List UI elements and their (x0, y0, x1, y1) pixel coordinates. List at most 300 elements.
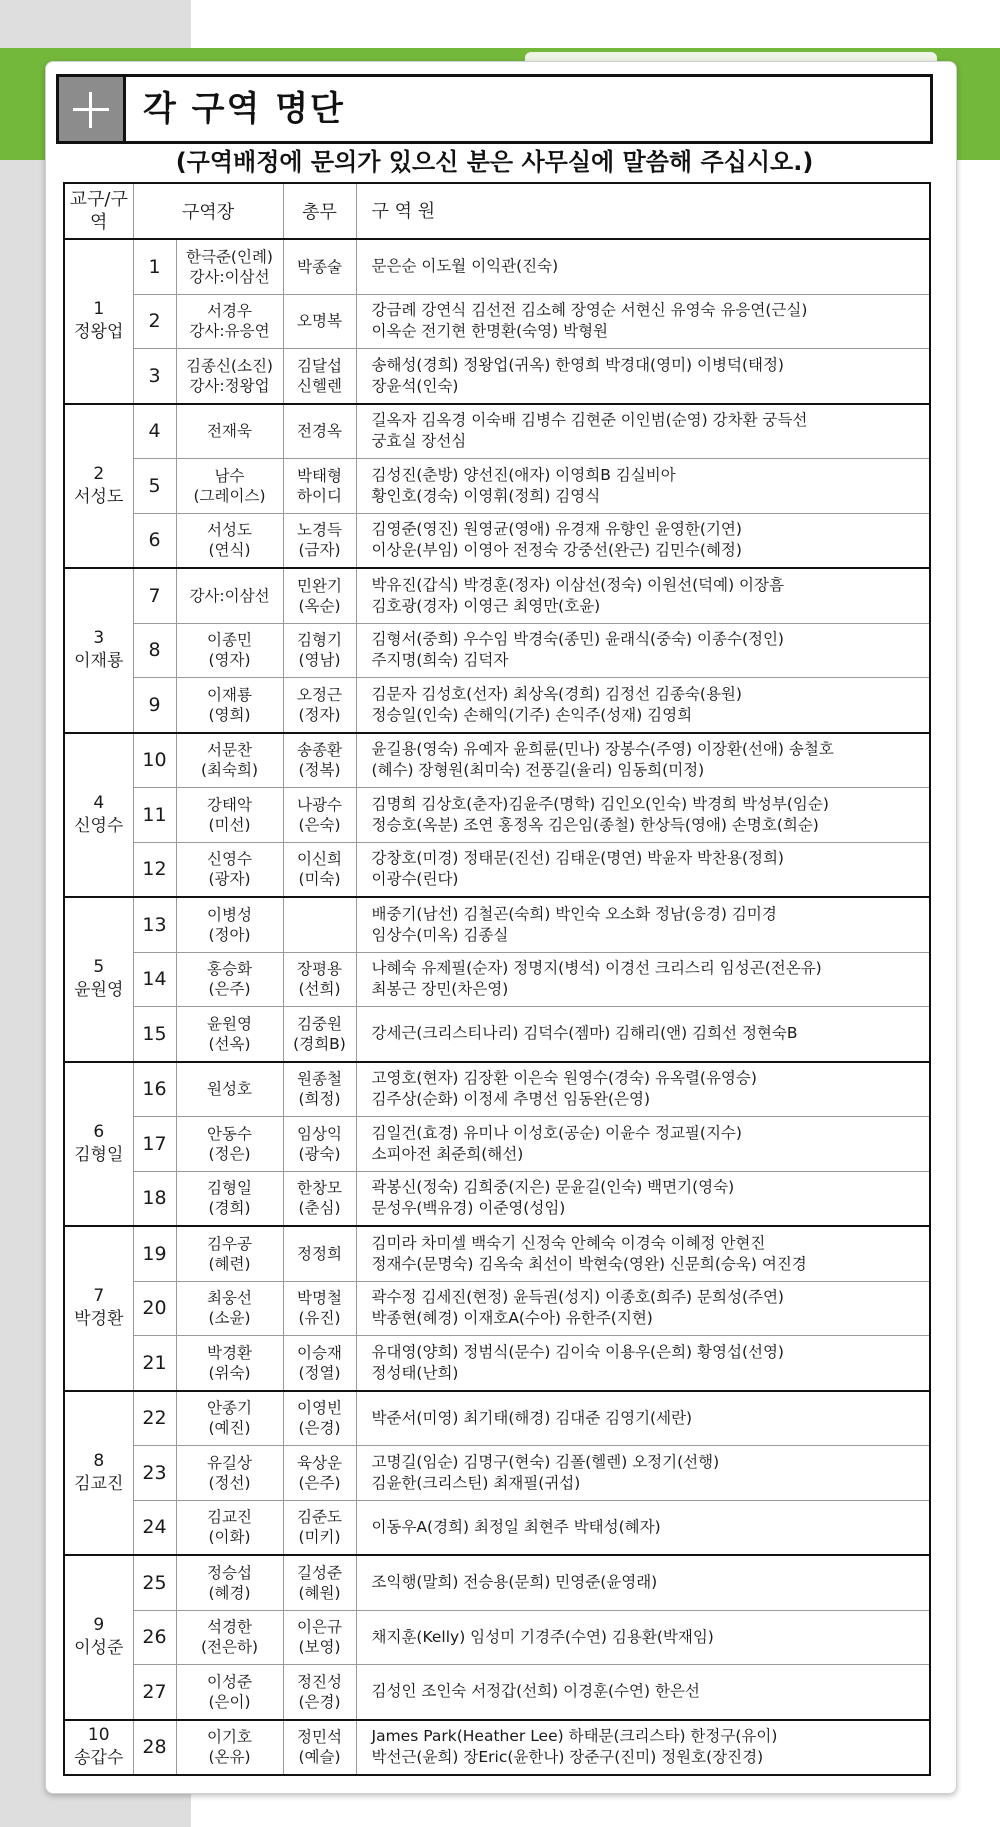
zone-number: 5 (133, 459, 176, 514)
group-pastor-name: 이재룡 (74, 651, 124, 672)
zone-leader-line: 석경한 (207, 1618, 252, 1637)
zone-secretary-line: 오정근 (297, 685, 342, 704)
table-row (64, 1720, 930, 1776)
table-row (64, 459, 930, 514)
zone-leader-line: 이재룡 (207, 685, 252, 704)
zone-secretary-line: (은경) (298, 1419, 341, 1438)
zone-members (356, 294, 930, 349)
zone-secretary (283, 349, 356, 404)
zone-members-line: 박준서(미영) 최기태(해경) 김대준 김영기(세란) (371, 1408, 693, 1427)
table-row (64, 568, 930, 623)
zone-members (356, 733, 930, 788)
zone-leader-line: 원성호 (207, 1080, 252, 1099)
zone-members (356, 1500, 930, 1555)
group-cell (64, 1062, 133, 1227)
zone-number: 10 (133, 733, 176, 788)
zone-secretary (283, 1446, 356, 1501)
zone-leader-line: 박경환 (207, 1343, 252, 1362)
column-header-members: 구 역 원 (356, 183, 930, 239)
zone-members (356, 1226, 930, 1281)
table-row (64, 1281, 930, 1336)
zone-members (356, 1336, 930, 1391)
zone-members (356, 897, 930, 952)
zone-secretary (283, 404, 356, 459)
zone-leader (176, 349, 283, 404)
table-row (64, 1391, 930, 1446)
zone-number: 14 (133, 952, 176, 1007)
table-row (64, 1665, 930, 1720)
zone-secretary (283, 842, 356, 897)
zone-leader-line: 강태악 (207, 795, 252, 814)
zone-leader (176, 294, 283, 349)
zone-members-line: 박선근(윤희) 장Eric(윤한나) 장준구(진미) 정원호(장진경) (371, 1748, 764, 1767)
table-row (64, 239, 930, 294)
table-row (64, 1336, 930, 1391)
zone-secretary-line: 오명복 (297, 312, 342, 331)
zone-leader-line: 강사:유응연 (189, 322, 270, 341)
zone-secretary-line: 민완기 (297, 576, 342, 595)
zone-members (356, 842, 930, 897)
zone-leader (176, 952, 283, 1007)
zone-members-line: 강세근(크리스티나리) 김덕수(젬마) 김해리(앤) 김희선 정현숙B (371, 1024, 798, 1043)
zone-members (356, 1007, 930, 1062)
zone-leader (176, 897, 283, 952)
zone-number: 28 (133, 1720, 176, 1776)
zone-members-line: 임상수(미옥) 김종실 (371, 925, 509, 944)
zone-leader (176, 1336, 283, 1391)
zone-secretary-line: 한창모 (297, 1179, 342, 1198)
zone-number: 8 (133, 623, 176, 678)
zone-members-line: 김주상(순화) 이정세 추명선 임동완(은영) (371, 1090, 651, 1109)
zone-members (356, 678, 930, 733)
group-cell (64, 1720, 133, 1776)
zone-members-line: 정재수(문명숙) 김옥숙 최선이 박현숙(영완) 신문희(승욱) 여진경 (371, 1254, 807, 1273)
zone-secretary-line: 정진성 (297, 1672, 342, 1691)
zone-secretary (283, 294, 356, 349)
group-pastor-name: 서성도 (74, 486, 124, 507)
zone-members (356, 1171, 930, 1226)
zone-secretary-line: (옥순) (298, 596, 341, 615)
zone-leader-line: 이종민 (207, 631, 252, 650)
zone-secretary-line: 노경득 (297, 521, 342, 540)
zone-secretary (283, 1117, 356, 1172)
zone-secretary-line: 정정희 (297, 1244, 342, 1263)
group-number: 10 (87, 1725, 110, 1746)
zone-members-line: 김윤한(크리스틴) 최재필(귀섭) (371, 1473, 581, 1492)
zone-members-line: 최봉근 장민(차은영) (371, 980, 509, 999)
zone-secretary-line: (혜원) (298, 1583, 341, 1602)
zone-leader-line: 이병성 (207, 905, 252, 924)
group-number: 5 (93, 957, 105, 978)
zone-members (356, 1117, 930, 1172)
table-row (64, 842, 930, 897)
zone-members (356, 459, 930, 514)
zone-leader-line: 김교진 (207, 1508, 252, 1527)
zone-leader-line: (영희) (208, 705, 251, 724)
zone-secretary-line: 나광수 (297, 795, 342, 814)
zone-members (356, 1720, 930, 1776)
table-row (64, 1500, 930, 1555)
zone-secretary-line: (선희) (298, 980, 341, 999)
zone-secretary-line: 김준도 (297, 1508, 342, 1527)
zone-members-line: 김영준(영진) 원영균(영애) 유경재 유향인 윤영한(기연) (371, 520, 742, 539)
zone-members-line: 정성태(난희) (371, 1363, 459, 1382)
zone-leader-line: (선옥) (208, 1034, 251, 1053)
table-row (64, 623, 930, 678)
zone-leader (176, 513, 283, 568)
zone-secretary-line: (은경) (298, 1692, 341, 1711)
group-cell (64, 1555, 133, 1720)
zone-secretary-line: (춘심) (298, 1199, 341, 1218)
zone-secretary-line: 신헬렌 (297, 376, 342, 395)
zone-members (356, 1665, 930, 1720)
zone-leader-line: (연식) (208, 541, 251, 560)
zone-members (356, 1446, 930, 1501)
zone-leader-line: 서문찬 (207, 741, 252, 760)
zone-leader (176, 1226, 283, 1281)
zone-leader-line: 안동수 (207, 1124, 252, 1143)
zone-leader-line: (미선) (208, 815, 251, 834)
group-number: 4 (93, 792, 105, 813)
zone-leader (176, 1555, 283, 1610)
zone-secretary-line: (정복) (298, 761, 341, 780)
zone-number: 21 (133, 1336, 176, 1391)
zone-leader (176, 1281, 283, 1336)
zone-members-line: 주지명(희숙) 김덕자 (371, 651, 509, 670)
zone-members-line: 궁효실 장선심 (371, 432, 467, 451)
zone-leader (176, 239, 283, 294)
group-pastor-name: 박경환 (74, 1309, 124, 1330)
column-header-group: 교구/구역 (64, 183, 133, 239)
header-divider (123, 77, 126, 141)
zone-secretary-line: 송종환 (297, 741, 342, 760)
table-row (64, 1446, 930, 1501)
table-row (64, 1117, 930, 1172)
zone-secretary-line: 정민석 (297, 1728, 342, 1747)
zone-leader-line: (온유) (208, 1748, 251, 1767)
zone-members-line: 정승호(옥분) 조연 홍정옥 김은임(종철) 한상득(영애) 손명호(희순) (371, 815, 819, 834)
zone-secretary-line: 김달섭 (297, 356, 342, 375)
zone-secretary (283, 513, 356, 568)
table-row (64, 1226, 930, 1281)
zone-leader (176, 1720, 283, 1776)
zone-leader-line: (혜련) (208, 1254, 251, 1273)
zone-secretary-line: 육상운 (297, 1453, 342, 1472)
zone-members-line: 조익행(말희) 전승용(문희) 민영준(윤영래) (371, 1573, 658, 1592)
group-cell (64, 897, 133, 1062)
zone-leader (176, 1391, 283, 1446)
zone-leader (176, 1610, 283, 1665)
zone-number: 26 (133, 1610, 176, 1665)
zone-secretary-line: (보영) (298, 1638, 341, 1657)
notice-text: (구역배정에 문의가 있으신 분은 사무실에 말씀해 주십시오.) (175, 148, 814, 176)
zone-secretary (283, 1391, 356, 1446)
zone-members-line: 김성인 조인숙 서정갑(선희) 이경훈(수연) 한은선 (371, 1682, 700, 1701)
zone-leader (176, 568, 283, 623)
zone-members-line: 윤길용(영숙) 유예자 윤희륜(민나) 장봉수(주영) 이장환(선애) 송철호 (371, 740, 834, 759)
zone-members-line: 김형서(중희) 우수임 박경숙(종민) 윤래식(중숙) 이종수(정인) (371, 630, 784, 649)
group-pastor-name: 김교진 (74, 1473, 124, 1494)
zone-number: 12 (133, 842, 176, 897)
zone-secretary (283, 1610, 356, 1665)
zone-secretary-line: 박태형 (297, 466, 342, 485)
zone-leader-line: (이화) (208, 1528, 251, 1547)
zone-members-line: 김성진(춘방) 양선진(애자) 이영희B 김실비아 (371, 465, 676, 484)
group-cell (64, 1391, 133, 1556)
zone-members (356, 788, 930, 843)
zone-secretary-line: 임상익 (297, 1124, 342, 1143)
zone-leader-line: (전은하) (201, 1638, 259, 1657)
zone-leader (176, 1007, 283, 1062)
zone-secretary (283, 1500, 356, 1555)
column-header-secretary: 총무 (283, 183, 356, 239)
zone-secretary-line: 박종술 (297, 257, 342, 276)
group-cell (64, 568, 133, 733)
zone-members-line: 고명길(임순) 김명구(현숙) 김폴(헬렌) 오정기(선행) (371, 1452, 720, 1471)
roster-body (64, 239, 930, 1775)
zone-members-line: 김명희 김상호(춘자)김윤주(명학) 김인오(인숙) 박경희 박성부(임순) (371, 794, 829, 813)
group-pastor-name: 김형일 (74, 1144, 124, 1165)
zone-secretary-line: 이신희 (297, 850, 342, 869)
zone-members-line: 강금례 강연식 김선전 김소혜 장영순 서현신 유영숙 유응연(근실) (371, 301, 808, 320)
group-pastor-name: 송갑수 (74, 1748, 124, 1769)
zone-secretary-line: 김중원 (297, 1014, 342, 1033)
zone-members-line: 김일건(효경) 유미나 이성호(공순) 이윤수 정교필(지수) (371, 1123, 742, 1142)
zone-leader-line: (예진) (208, 1419, 251, 1438)
zone-secretary (283, 1281, 356, 1336)
zone-secretary (283, 239, 356, 294)
zone-secretary (283, 623, 356, 678)
zone-leader-line: 최웅선 (207, 1289, 252, 1308)
zone-secretary-line: (경희B) (293, 1034, 346, 1053)
zone-secretary (283, 788, 356, 843)
table-row (64, 788, 930, 843)
zone-secretary (283, 733, 356, 788)
zone-leader (176, 1500, 283, 1555)
table-row (64, 513, 930, 568)
group-pastor-name: 이성준 (74, 1638, 124, 1659)
zone-members-line: 박종현(혜경) 이재호A(수아) 유한주(지현) (371, 1309, 653, 1328)
zone-members-line: 문은순 이도월 이익관(진숙) (371, 257, 559, 276)
group-number: 2 (93, 463, 105, 484)
zone-leader-line: 신영수 (207, 850, 252, 869)
zone-leader-line: 이기호 (207, 1728, 252, 1747)
zone-secretary-line: (유진) (298, 1309, 341, 1328)
roster-table (63, 182, 931, 1776)
table-row (64, 1555, 930, 1610)
zone-secretary (283, 1665, 356, 1720)
zone-number: 23 (133, 1446, 176, 1501)
zone-members-line: 강창호(미경) 정태문(진선) 김태운(명연) 박윤자 박찬용(정희) (371, 849, 784, 868)
zone-leader (176, 678, 283, 733)
zone-leader-line: (그레이스) (193, 486, 266, 505)
group-number: 7 (93, 1286, 105, 1307)
zone-leader-line: 김형일 (207, 1179, 252, 1198)
table-row (64, 294, 930, 349)
zone-number: 16 (133, 1062, 176, 1117)
zone-members-line: 소피아전 최준희(해선) (371, 1144, 524, 1163)
group-number: 3 (93, 628, 105, 649)
zone-leader-line: 윤원영 (207, 1014, 252, 1033)
zone-members-line: 고영호(현자) 김장환 이은숙 원영수(경숙) 유옥렬(유영승) (371, 1069, 757, 1088)
zone-leader (176, 404, 283, 459)
section-header (56, 74, 933, 144)
zone-leader-line: 유길상 (207, 1453, 252, 1472)
table-row (64, 678, 930, 733)
table-row (64, 897, 930, 952)
zone-number: 13 (133, 897, 176, 952)
zone-members-line: 이상운(부임) 이영아 전정숙 강중선(완근) 김민수(혜정) (371, 541, 742, 560)
zone-number: 15 (133, 1007, 176, 1062)
zone-members-line: 김호광(경자) 이영근 최영만(호윤) (371, 596, 601, 615)
zone-leader-line: (소윤) (208, 1309, 251, 1328)
zone-secretary-line: 하이디 (297, 486, 342, 505)
zone-leader-line: (광자) (208, 870, 251, 889)
zone-leader-line: 정승섭 (207, 1563, 252, 1582)
zone-members (356, 1555, 930, 1610)
zone-members (356, 952, 930, 1007)
zone-secretary (283, 1226, 356, 1281)
table-header-row (64, 183, 930, 239)
group-pastor-name: 정왕업 (74, 322, 124, 343)
group-number: 9 (93, 1615, 105, 1636)
zone-number: 27 (133, 1665, 176, 1720)
zone-leader-line: 김종신(소진) (186, 356, 273, 375)
zone-secretary-line: (정자) (298, 705, 341, 724)
zone-leader (176, 788, 283, 843)
zone-leader-line: 안종기 (207, 1399, 252, 1418)
zone-leader-line: (혜경) (208, 1583, 251, 1602)
zone-number: 20 (133, 1281, 176, 1336)
zone-members-line: James Park(Heather Lee) 하태문(크리스타) 한정구(유이) (371, 1727, 778, 1746)
zone-members (356, 1281, 930, 1336)
zone-members (356, 1610, 930, 1665)
zone-leader (176, 459, 283, 514)
zone-secretary-line: (은주) (298, 1473, 341, 1492)
page-title: 각 구역 명단 (143, 89, 345, 129)
zone-secretary (283, 568, 356, 623)
zone-number: 11 (133, 788, 176, 843)
zone-leader (176, 1062, 283, 1117)
zone-secretary-line: (미키) (298, 1528, 341, 1547)
plus-icon (59, 77, 123, 141)
zone-number: 1 (133, 239, 176, 294)
zone-leader-line: 김우공 (207, 1234, 252, 1253)
zone-number: 3 (133, 349, 176, 404)
zone-number: 19 (133, 1226, 176, 1281)
zone-secretary-line: 원종철 (297, 1070, 342, 1089)
zone-number: 18 (133, 1171, 176, 1226)
zone-members-line: 장윤석(인숙) (371, 376, 459, 395)
group-cell (64, 404, 133, 569)
zone-members (356, 1391, 930, 1446)
zone-members-line: 길옥자 김옥경 이숙배 김병수 김현준 이인범(순영) 강차환 궁득선 (371, 411, 808, 430)
table-row (64, 1171, 930, 1226)
zone-leader-line: (정아) (208, 925, 251, 944)
zone-secretary-line: (영남) (298, 651, 341, 670)
zone-secretary-line: 전경옥 (297, 422, 342, 441)
zone-members-line: 박유진(갑식) 박경훈(정자) 이삼선(정숙) 이원선(덕예) 이장흠 (371, 575, 784, 594)
zone-secretary-line: (예슬) (298, 1748, 341, 1767)
zone-leader-line: (최숙희) (201, 761, 259, 780)
zone-number: 4 (133, 404, 176, 459)
group-number: 8 (93, 1450, 105, 1471)
zone-secretary-line: 김형기 (297, 631, 342, 650)
zone-members-line: 황인호(경숙) 이영휘(정희) 김영식 (371, 486, 601, 505)
zone-leader-line: (경희) (208, 1199, 251, 1218)
zone-members-line: 이광수(린다) (371, 870, 459, 889)
zone-leader-line: 홍승화 (207, 960, 252, 979)
zone-members-line: 김문자 김성호(선자) 최상옥(경희) 김정선 김종숙(용원) (371, 684, 742, 703)
zone-members-line: 김미라 차미셀 백숙기 신정숙 안혜숙 이경숙 이혜정 안현진 (371, 1233, 766, 1252)
zone-secretary-line: (정열) (298, 1363, 341, 1382)
zone-leader-line: (은주) (208, 980, 251, 999)
zone-members-line: 곽봉신(정숙) 김희중(지은) 문윤길(인숙) 백면기(영숙) (371, 1178, 735, 1197)
zone-leader-line: (정선) (208, 1473, 251, 1492)
zone-members-line: 이동우A(경희) 최정일 최현주 박태성(혜자) (371, 1517, 661, 1536)
zone-leader (176, 1446, 283, 1501)
zone-number: 9 (133, 678, 176, 733)
table-row (64, 1610, 930, 1665)
table-row (64, 952, 930, 1007)
group-pastor-name: 윤원영 (74, 980, 124, 1001)
zone-leader (176, 623, 283, 678)
zone-members-line: (혜수) 장형원(최미숙) 전풍길(율리) 임동희(미정) (371, 761, 705, 780)
zone-secretary-line: (희정) (298, 1090, 341, 1109)
zone-secretary (283, 1062, 356, 1117)
zone-members-line: 배중기(남선) 김철곤(숙희) 박인숙 오소화 정남(응경) 김미경 (371, 904, 777, 923)
zone-number: 7 (133, 568, 176, 623)
zone-secretary (283, 952, 356, 1007)
zone-members-line: 곽수정 김세진(현정) 윤득권(성지) 이종호(희주) 문희성(주연) (371, 1288, 784, 1307)
zone-leader-line: 강사:이삼선 (189, 267, 270, 286)
zone-secretary-line: (금자) (298, 541, 341, 560)
table-row (64, 733, 930, 788)
zone-secretary (283, 1555, 356, 1610)
zone-members-line: 나혜숙 유제필(순자) 정명지(병석) 이경선 크리스리 임성곤(전온유) (371, 959, 822, 978)
zone-members-line: 송해성(경희) 정왕업(귀옥) 한영희 박경대(영미) 이병덕(태정) (371, 355, 784, 374)
table-row (64, 349, 930, 404)
zone-secretary-line: 박명철 (297, 1289, 342, 1308)
zone-leader (176, 842, 283, 897)
zone-leader-line: (영자) (208, 651, 251, 670)
zone-secretary-line: 이영빈 (297, 1399, 342, 1418)
zone-leader (176, 733, 283, 788)
zone-members (356, 568, 930, 623)
zone-members (356, 513, 930, 568)
group-number: 1 (93, 299, 105, 320)
zone-secretary-line: 길성준 (297, 1563, 342, 1582)
zone-leader-line: 남수 (214, 466, 245, 485)
zone-members (356, 349, 930, 404)
table-row (64, 1062, 930, 1117)
zone-secretary-line: (광숙) (298, 1144, 341, 1163)
zone-number: 2 (133, 294, 176, 349)
zone-leader-line: (은이) (208, 1692, 251, 1711)
group-cell (64, 733, 133, 898)
zone-secretary (283, 1336, 356, 1391)
zone-number: 24 (133, 1500, 176, 1555)
zone-secretary (283, 459, 356, 514)
zone-leader-line: 한극준(인례) (186, 247, 273, 266)
column-header-leader: 구역장 (133, 183, 283, 239)
zone-members (356, 404, 930, 459)
zone-secretary (283, 1720, 356, 1776)
zone-secretary-line: 이은규 (297, 1618, 342, 1637)
zone-secretary (283, 678, 356, 733)
zone-leader-line: (정은) (208, 1144, 251, 1163)
zone-leader-line: 전재욱 (207, 422, 252, 441)
